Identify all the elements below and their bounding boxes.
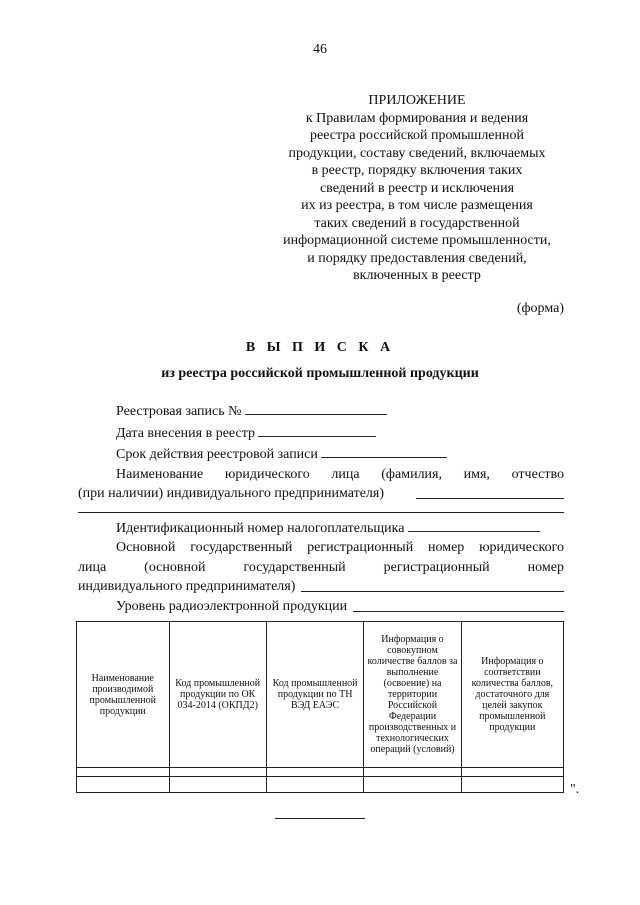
legal-name-word: (фамилия, [381, 466, 442, 482]
table-cell[interactable] [461, 768, 563, 777]
ogrn-row-1 [78, 538, 564, 558]
table-cell[interactable] [364, 768, 461, 777]
validity-row [78, 443, 564, 465]
ogrn-row-3 [78, 577, 564, 597]
tax-id-blank[interactable] [408, 517, 540, 532]
ogrn-word: регистрационный [383, 559, 490, 575]
ogrn-row-2 [78, 558, 564, 578]
legal-name-word: отчество [511, 466, 564, 482]
ogrn-word: Основной [116, 540, 176, 555]
ogrn-word: государственный [243, 559, 346, 575]
validity-blank[interactable] [321, 443, 447, 458]
electronics-level-row [78, 597, 564, 617]
table-cell[interactable] [169, 777, 266, 793]
entry-date-row [78, 422, 564, 444]
document-title: В Ы П И С К А [245, 340, 395, 355]
legal-name-word: Наименование [116, 466, 204, 482]
legal-name-word: лица [331, 466, 360, 482]
table-header-row [77, 622, 564, 768]
ogrn-blank[interactable] [301, 577, 564, 592]
appendix-line: информационной системе промышленности, [283, 233, 551, 248]
ogrn-word: (основной [144, 559, 206, 575]
tax-id-row [78, 517, 564, 539]
legal-name-cont-row [78, 484, 564, 504]
table-cell[interactable] [266, 777, 363, 793]
electronics-level-label: Уровень радиоэлектронной продукции [116, 598, 348, 614]
table-row [77, 777, 564, 793]
ogrn-word: государственный [190, 540, 293, 555]
table-cell[interactable] [77, 777, 170, 793]
electronics-level-blank[interactable] [353, 597, 564, 612]
ogrn-word: регистрационный [307, 540, 414, 555]
form-label: (форма) [516, 301, 564, 316]
tax-id-label: Идентификационный номер налогоплательщика [116, 520, 405, 536]
appendix-line: таких сведений в государственной [314, 215, 520, 231]
footer-divider [275, 818, 365, 819]
table-cell[interactable] [461, 777, 563, 793]
appendix-line: в реестр, порядку включения таких [311, 163, 523, 178]
appendix-line: их из реестра, в том числе размещения [301, 198, 533, 213]
header-compliance-info: Информация о соответствии количества баллов, достаточного для целей закупок промышленной продукции [461, 622, 563, 768]
ogrn-word: номер [428, 540, 465, 555]
appendix-line: к Правилам формирования и ведения [305, 110, 529, 126]
registry-entry-row [78, 400, 564, 422]
header-product-name: Наименование производимой промышленной продукции [77, 622, 170, 768]
table-cell[interactable] [169, 768, 266, 777]
header-points-info: Информация о совокупном количестве баллов за выполнение (освоение) на территории Российской Федерации производственных и технологических операций (условий) [364, 622, 461, 768]
ogrn-word: лица [78, 559, 107, 575]
registry-table [76, 621, 564, 793]
ogrn-word: юридического [479, 540, 564, 555]
validity-label: Срок действия реестровой записи [116, 447, 318, 462]
document-subtitle: из реестра российской промышленной продукции [161, 366, 479, 381]
page-number: 46 [313, 42, 327, 57]
appendix-line: включенных в реестр [353, 268, 481, 283]
ogrn-cont-label: индивидуального предпринимателя) [78, 579, 296, 594]
entry-date-label: Дата внесения в реестр [116, 425, 255, 441]
appendix-line: и порядку предоставления сведений, [307, 250, 527, 266]
appendix-line: продукции, составу сведений, включаемых [288, 145, 546, 161]
registry-entry-blank[interactable] [245, 400, 387, 415]
appendix-line: реестра российской промышленной [310, 128, 524, 143]
header-tnved-code: Код промышленной продукции по ТН ВЭД ЕАЭС [266, 622, 363, 768]
extract-fields [78, 400, 564, 616]
entry-date-blank[interactable] [258, 422, 376, 437]
legal-name-extra-blank[interactable] [78, 504, 564, 513]
legal-name-row [78, 465, 564, 485]
closing-quote-mark: ". [570, 782, 580, 797]
table-row [77, 768, 564, 777]
appendix-header [262, 92, 572, 285]
table-cell[interactable] [266, 768, 363, 777]
ogrn-word: номер [527, 559, 564, 575]
legal-name-cont-label: (при наличии) индивидуального предпринимателя) [78, 486, 385, 501]
registry-entry-label: Реестровая запись № [116, 404, 242, 419]
appendix-line: ПРИЛОЖЕНИЕ [368, 93, 466, 108]
table-cell[interactable] [77, 768, 170, 777]
legal-name-word: юридического [224, 466, 310, 482]
header-okpd2-code: Код промышленной продукции по ОК 034-2014 (ОКПД2) [169, 622, 266, 768]
legal-name-blank[interactable] [416, 484, 564, 499]
appendix-line: сведений в реестр и исключения [319, 180, 515, 196]
legal-name-word: имя, [463, 466, 490, 482]
table-cell[interactable] [364, 777, 461, 793]
